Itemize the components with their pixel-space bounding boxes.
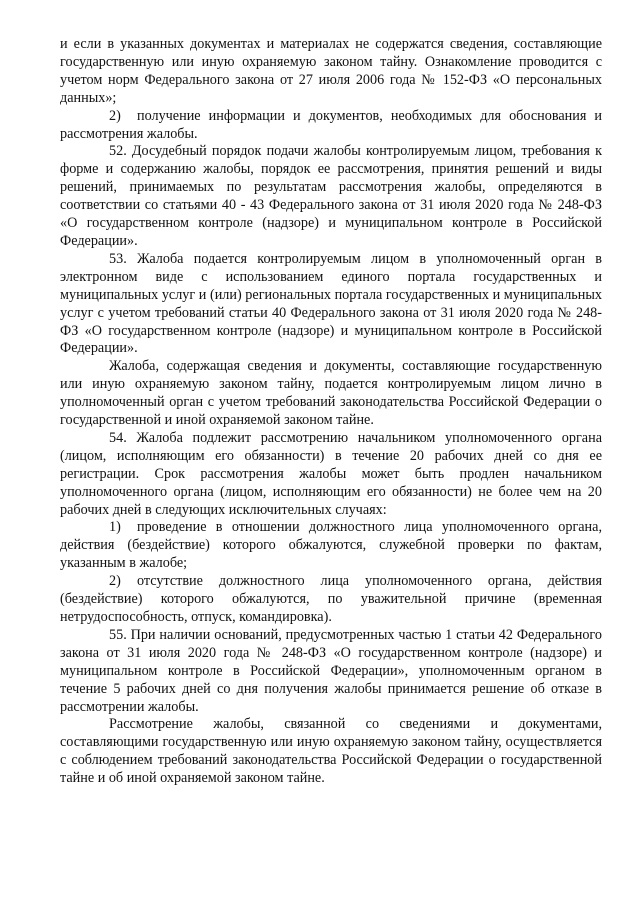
list-item-text: получение информации и документов, необходимых для обоснования и рассмотрения жалобы. <box>60 107 602 142</box>
list-item-text: проведение в отношении должностного лица уполномоченного органа, действия (бездействие) которого обжалуются, служебной проверки по фактам, указанным в жалобе; <box>60 519 602 572</box>
paragraph-text: 54. Жалоба подлежит рассмотрению начальником уполномоченного органа (лицом, исполняющим его обязанности) в течение 20 рабочих дней со дня ее регистрации. Срок рассмотрения жалобы может быть продлен начальником уполномоченного органа (лицом, исполняющим его обязанности) не более чем на 20 рабочих дней в следующих исключительных случаях: <box>60 429 602 518</box>
paragraph-text: Рассмотрение жалобы, связанной со сведениями и документами, составляющими государственную или иную охраняемую законом тайну, осуществляется с соблюдением требований законодательства Российской Федерации о государственной тайне и об иной охраняемой законом тайне. <box>60 716 602 787</box>
paragraph-53 <box>60 251 602 358</box>
paragraph-55 <box>60 627 602 717</box>
list-item-text: отсутствие должностного лица уполномоченного органа, действия (бездействие) которого обжалуются, по уважительной причине (временная нетрудоспособность, отпуск, командировка). <box>60 573 602 625</box>
list-item-1 <box>60 519 602 573</box>
paragraph-52 <box>60 143 602 250</box>
list-item-number: 1) <box>109 519 121 536</box>
paragraph-text: и если в указанных документах и материалах не содержатся сведения, составляющие государственную или иную охраняемую законом тайну. Ознакомление проводится с учетом норм Федерального закона от 27 июля 2006 года № 152-ФЗ «О персональных данных»; <box>60 36 602 106</box>
list-item-number: 2) <box>109 107 121 124</box>
paragraph-54 <box>60 430 602 520</box>
list-item-2b <box>60 573 602 627</box>
list-item-number: 2) <box>109 573 121 590</box>
paragraph-text: 53. Жалоба подается контролируемым лицом в уполномоченный орган в электронном виде с использованием единого портала государственных и муниципальных услуг и (или) региональных портала государственных и муниципальных услуг с учетом требований статьи 40 Федерального закона от 31 июля 2020 года № 248-ФЗ «О государственном контроле (надзоре) и муниципальном контроле в Российской Федерации». <box>60 250 602 357</box>
paragraph-text: Жалоба, содержащая сведения и документы, составляющие государственную или иную охраняемую законом тайну, подается контролируемым лицом лично в уполномоченный орган с учетом требований законодательства Российской Федерации о государственной и иной охраняемой законом тайне. <box>60 358 602 429</box>
list-item-2 <box>60 108 602 144</box>
paragraph-55-secret <box>60 716 602 788</box>
paragraph-continuation <box>60 36 602 108</box>
paragraph-text: 52. Досудебный порядок подачи жалобы контролируемым лицом, требования к форме и содержанию жалобы, порядок ее рассмотрения, принятия решений и виды решений, принимаемых по результатам рассмотрения жалобы, определяются в соответствии со статьями 40 - 43 Федерального закона от 31 июля 2020 года № 248-ФЗ «О государственном контроле (надзоре) и муниципальном контроле в Российской Федерации». <box>60 143 602 249</box>
paragraph-text: 55. При наличии оснований, предусмотренных частью 1 статьи 42 Федерального закона от 31 июля 2020 года № 248-ФЗ «О государственном контроле (надзоре) и муниципальном контроле в Российской Федерации», уполномоченным органом в течение 5 рабочих дней со дня получения жалобы принимается решение об отказе в рассмотрении жалобы. <box>60 626 602 715</box>
paragraph-53-secret <box>60 358 602 430</box>
